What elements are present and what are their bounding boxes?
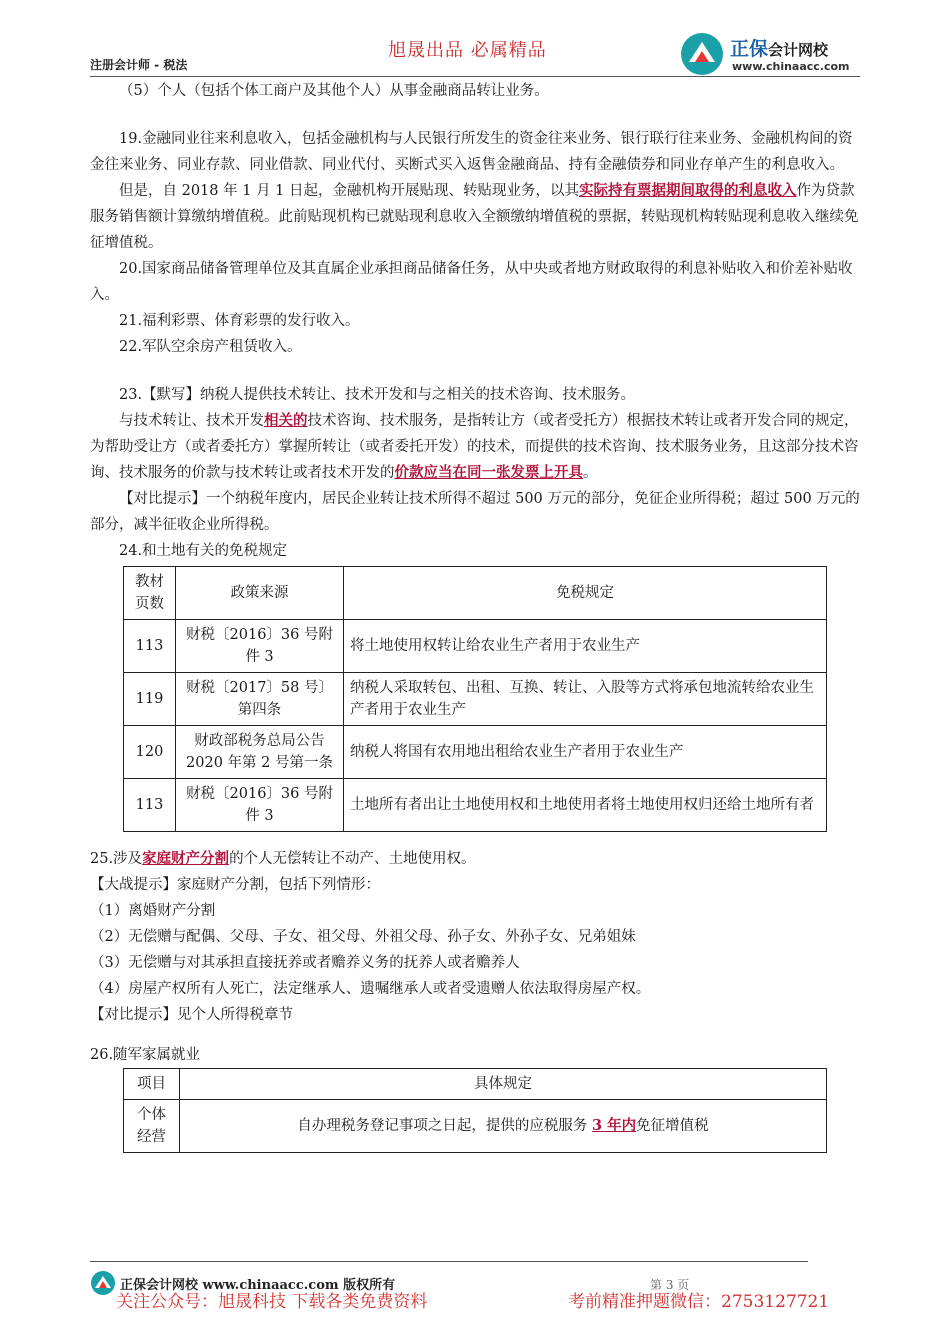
- table-cell: 土地所有者出让土地使用权和土地使用者将土地使用权归还给土地所有者: [344, 779, 827, 832]
- table-row: [124, 779, 827, 832]
- highlight-interest-income: 实际持有票据期间取得的利息收入: [579, 182, 797, 199]
- column-header: 教材页数: [124, 567, 176, 620]
- table-row: [124, 1100, 827, 1153]
- item-20: 20.国家商品储备管理单位及其直属企业承担商品储备任务，从中央或者地方财政取得的利息补贴收入和价差补贴收入。: [90, 261, 853, 303]
- item-22: 22.军队空余房产租赁收入。: [119, 339, 302, 355]
- logo-mark-icon: [680, 32, 724, 76]
- highlight-same-invoice: 价款应当在同一张发票上开具: [394, 464, 583, 481]
- header-slogan: 旭晟出品 必属精品: [388, 40, 547, 61]
- item-25-compare: 【对比提示】见个人所得税章节: [90, 1007, 293, 1023]
- highlight-related: 相关的: [264, 412, 308, 429]
- item-5: （5）个人（包括个体工商户及其他个人）从事金融商品转让业务。: [119, 83, 549, 99]
- table-cell: 财政部税务总局公告 2020 年第 2 号第一条: [176, 726, 344, 779]
- table-cell: 自办理税务登记事项之日起，提供的应税服务 3 年内免征增值税: [180, 1100, 827, 1153]
- column-header: 政策来源: [176, 567, 344, 620]
- item-25: 25.涉及家庭财产分割的个人无偿转让不动产、土地使用权。: [90, 850, 476, 867]
- page-number: 第 3 页: [650, 1278, 690, 1292]
- column-header: 免税规定: [344, 567, 827, 620]
- land-exemption-table: [123, 566, 827, 832]
- column-header: 具体规定: [180, 1069, 827, 1100]
- table-header-row: [124, 567, 827, 620]
- item-19: 19.金融同业往来利息收入，包括金融机构与人民银行所发生的资金往来业务、银行联行往来业务、金融机构间的资金往来业务、同业存款、同业借款、同业代付、买断式买入返售金融商品、持有金融债券和同业存单产生的利息收入。: [90, 131, 853, 173]
- footer-divider: [90, 1261, 808, 1262]
- logo-sub: 会计网校: [768, 41, 829, 59]
- list-item: （3）无偿赠与对其承担直接抚养或者赡养义务的抚养人或者赡养人: [90, 955, 520, 971]
- item-24: 24.和土地有关的免税规定: [119, 543, 288, 559]
- military-family-table: [123, 1068, 827, 1153]
- column-header: 项目: [124, 1069, 180, 1100]
- document-body: [90, 78, 860, 1153]
- course-title: 注册会计师 - 税法: [90, 58, 188, 72]
- footer-contact: 考前精准押题微信：2753127721: [568, 1292, 830, 1312]
- item-23-compare: 【对比提示】一个纳税年度内，居民企业转让技术所得不超过 500 万元的部分，免征企业所得税；超过 500 万元的部分，减半征收企业所得税。: [90, 491, 860, 533]
- item-25-tip: 【大战提示】家庭财产分割，包括下列情形：: [90, 877, 380, 893]
- list-item: （4）房屋产权所有人死亡，法定继承人、遗嘱继承人或者受遗赠人依法取得房屋产权。: [90, 981, 651, 997]
- item-23-detail: 与技术转让、技术开发相关的技术咨询、技术服务，是指转让方（或者受托方）根据技术转让或者开发合同的规定，为帮助受让方（或者委托方）掌握所转让（或者委托开发）的技术，而提供的技术咨询、技术服务业务，且这部分技术咨询、技术服务的价款与技术转让或者技术开发的价款应当在同一张发票上开具。: [90, 412, 859, 481]
- highlight-three-years: 3 年内: [591, 1117, 637, 1134]
- table-cell: 120: [124, 726, 176, 779]
- item-19-note: 但是，自 2018 年 1 月 1 日起，金融机构开展贴现、转贴现业务，以其实际持有票据期间取得的利息收入作为贷款服务销售额计算缴纳增值税。此前贴现机构已就贴现利息收入全额缴纳增值税的票据，转贴现机构转贴现利息收入继续免征增值税。: [90, 182, 859, 251]
- item-26: 26.随军家属就业: [90, 1047, 201, 1063]
- footer-logo-icon: [90, 1270, 116, 1296]
- table-cell: 财税〔2016〕36 号附件 3: [176, 620, 344, 673]
- table-cell: 119: [124, 673, 176, 726]
- header-divider: [90, 76, 860, 77]
- table-cell: 纳税人采取转包、出租、互换、转让、入股等方式将承包地流转给农业生产者用于农业生产: [344, 673, 827, 726]
- table-cell: 113: [124, 620, 176, 673]
- table-cell: 将土地使用权转让给农业生产者用于农业生产: [344, 620, 827, 673]
- table-cell: 纳税人将国有农用地出租给农业生产者用于农业生产: [344, 726, 827, 779]
- item-21: 21.福利彩票、体育彩票的发行收入。: [119, 313, 360, 329]
- table-row: [124, 673, 827, 726]
- list-item: （2）无偿赠与配偶、父母、子女、祖父母、外祖父母、孙子女、外孙子女、兄弟姐妹: [90, 929, 636, 945]
- logo-url: www.chinaacc.com: [732, 60, 850, 73]
- footer-copyright: 正保会计网校 www.chinaacc.com 版权所有: [120, 1278, 396, 1293]
- table-row: [124, 726, 827, 779]
- footer-wechat-notice: 关注公众号：旭晟科技 下载各类免费资料: [116, 1292, 428, 1312]
- item-23: 23.【默写】纳税人提供技术转让、技术开发和与之相关的技术咨询、技术服务。: [119, 387, 636, 403]
- list-item: （1）离婚财产分割: [90, 903, 216, 919]
- table-row: [124, 620, 827, 673]
- table-cell: 财税〔2016〕36 号附件 3: [176, 779, 344, 832]
- table-cell: 113: [124, 779, 176, 832]
- table-header-row: [124, 1069, 827, 1100]
- chinaacc-logo: [680, 30, 880, 76]
- table-cell: 财税〔2017〕58 号〕第四条: [176, 673, 344, 726]
- highlight-family-property: 家庭财产分割: [142, 850, 230, 867]
- table-cell: 个体经营: [124, 1100, 180, 1153]
- logo-name: 正保: [730, 38, 769, 60]
